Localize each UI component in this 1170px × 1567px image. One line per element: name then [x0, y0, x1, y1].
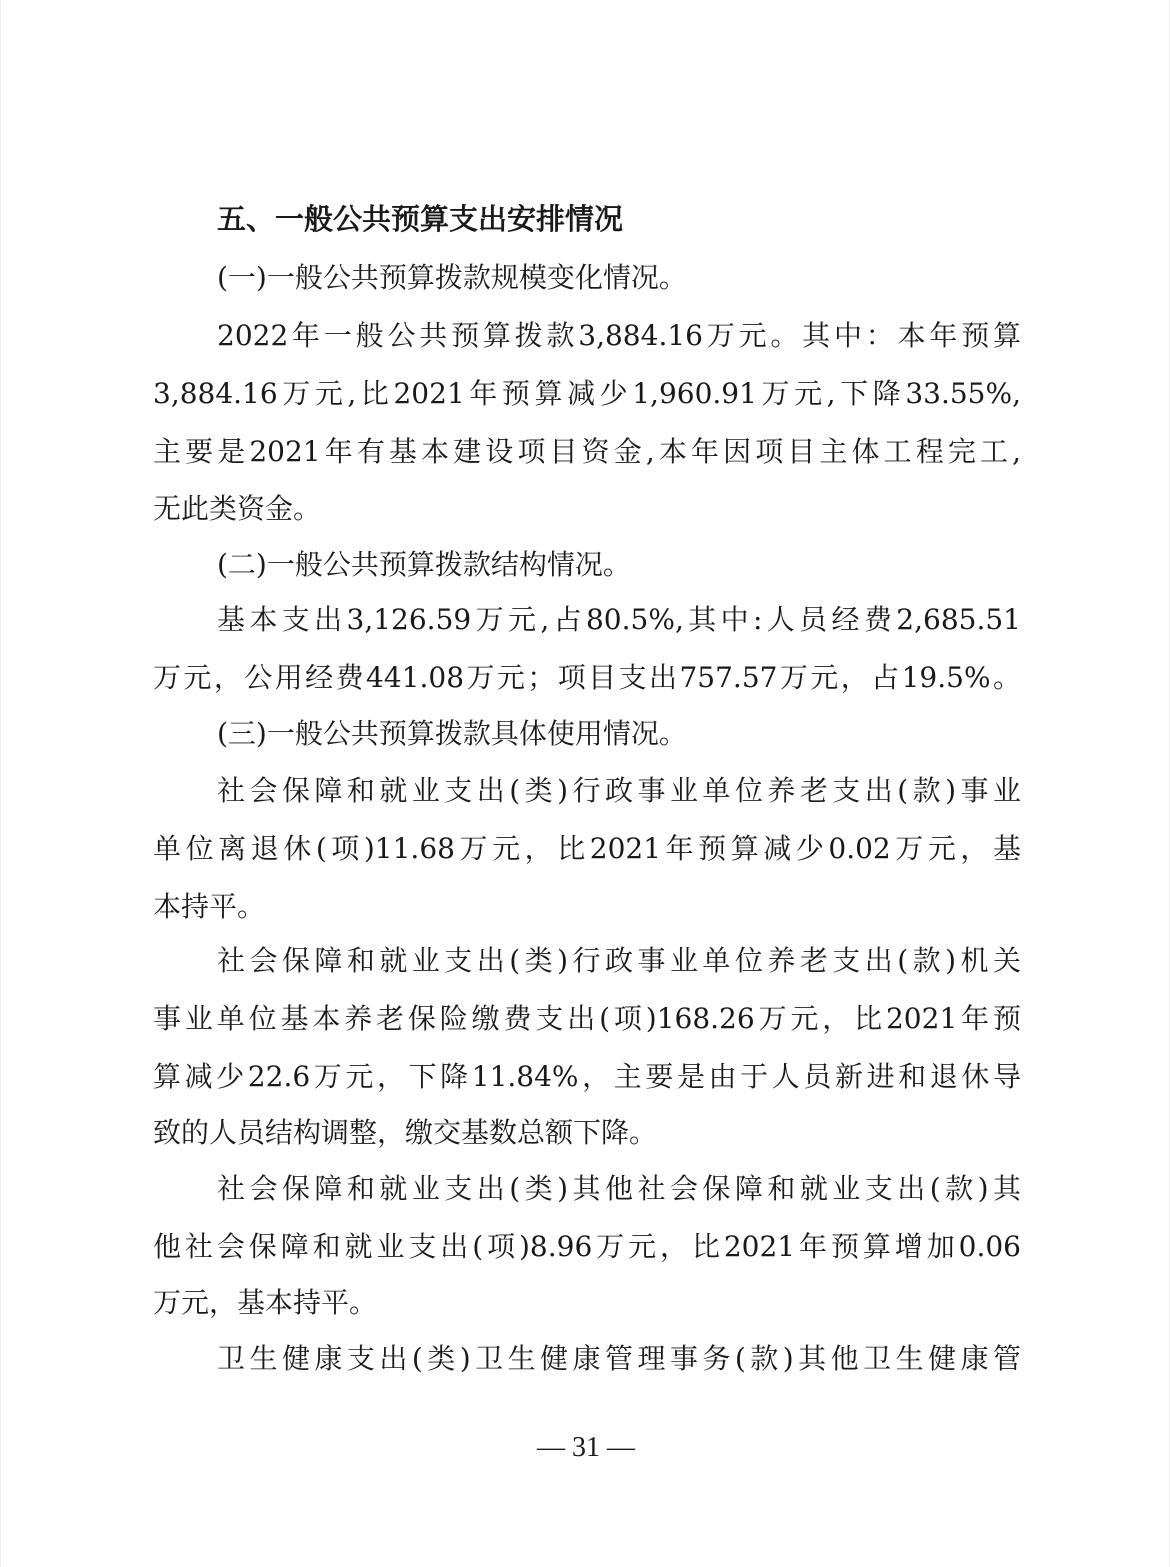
paragraph-line: 社会保障和就业支出(类)其他社会保障和就业支出(款)其	[217, 1172, 1021, 1205]
paragraph-line: 社会保障和就业支出(类)行政事业单位养老支出(款)事业	[217, 774, 1021, 807]
paragraph-line: 他社会保障和就业支出(项)8.96万元，比2021年预算增加0.06	[153, 1230, 1021, 1263]
page-number: — 31 —	[537, 1432, 635, 1463]
section-heading: 五、一般公共预算支出安排情况	[217, 202, 624, 236]
paragraph-line: 算减少22.6万元，下降11.84%，主要是由于人员新进和退休导	[153, 1060, 1021, 1093]
paragraph-line: 万元，公用经费441.08万元；项目支出757.57万元，占19.5%。	[153, 661, 1021, 694]
paragraph-line: 单位离退休(项)11.68万元，比2021年预算减少0.02万元，基	[153, 832, 1021, 865]
subsection-title-2: (二)一般公共预算拨款结构情况。	[217, 548, 631, 581]
paragraph-line: 万元，基本持平。	[153, 1286, 378, 1319]
subsection-title-3: (三)一般公共预算拨款具体使用情况。	[217, 717, 687, 750]
subsection-title-1: (一)一般公共预算拨款规模变化情况。	[217, 261, 687, 294]
paragraph-line: 无此类资金。	[153, 492, 322, 525]
paragraph-line: 社会保障和就业支出(类)行政事业单位养老支出(款)机关	[217, 944, 1021, 977]
paragraph-line: 致的人员结构调整，缴交基数总额下降。	[153, 1116, 658, 1149]
paragraph-line: 2022年一般公共预算拨款3,884.16万元。其中：本年预算	[217, 319, 1021, 352]
paragraph-line: 3,884.16万元,比2021年预算减少1,960.91万元,下降33.55%,	[153, 377, 1021, 410]
paragraph-line: 卫生健康支出(类)卫生健康管理事务(款)其他卫生健康管	[217, 1342, 1021, 1375]
paragraph-line: 事业单位基本养老保险缴费支出(项)168.26万元，比2021年预	[153, 1002, 1021, 1035]
paragraph-line: 主要是2021年有基本建设项目资金,本年因项目主体工程完工,	[153, 435, 1021, 468]
paragraph-line: 本持平。	[153, 890, 266, 923]
paragraph-line: 基本支出3,126.59万元,占80.5%,其中:人员经费2,685.51	[217, 603, 1021, 636]
